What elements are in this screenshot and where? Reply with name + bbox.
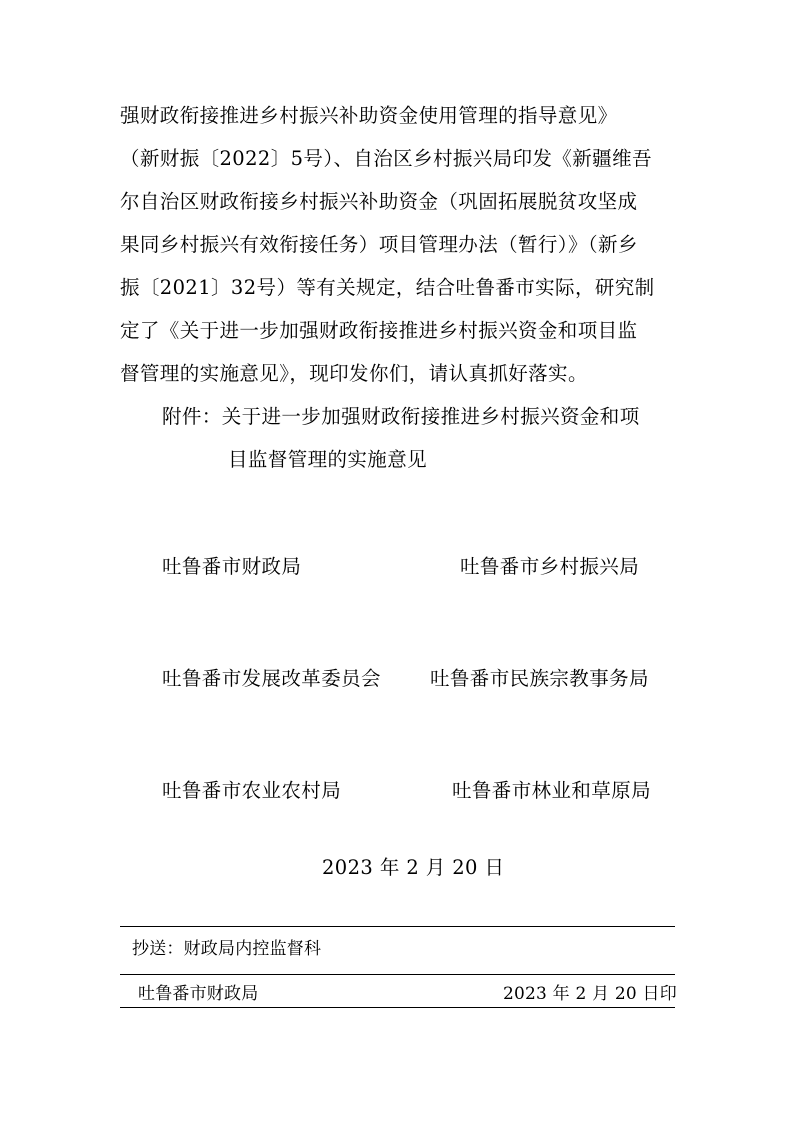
signatory-ethnic-religious-affairs-bureau: 吐鲁番市民族宗教事务局 <box>430 667 649 690</box>
attachment-line-1: 附件：关于进一步加强财政衔接推进乡村振兴资金和项 <box>162 405 640 428</box>
signatory-agriculture-rural-bureau: 吐鲁番市农业农村局 <box>162 779 342 802</box>
footer-rule-bottom <box>120 1007 675 1008</box>
body-line-5: 振〔2021〕32号）等有关规定，结合吐鲁番市实际，研究制 <box>120 276 655 299</box>
attachment-line-2: 目监督管理的实施意见 <box>228 448 428 471</box>
body-line-4: 果同乡村振兴有效衔接任务）项目管理办法（暂行）》（新乡 <box>120 233 638 256</box>
body-line-1: 强财政衔接推进乡村振兴补助资金使用管理的指导意见》 <box>120 104 618 127</box>
signatory-forestry-grassland-bureau: 吐鲁番市林业和草原局 <box>452 779 652 802</box>
body-line-3: 尔自治区财政衔接乡村振兴补助资金（巩固拓展脱贫攻坚成 <box>120 190 638 213</box>
body-line-7: 督管理的实施意见》，现印发你们，请认真抓好落实。 <box>120 362 588 385</box>
print-date: 2023 年 2 月 20 日印 <box>503 984 677 1004</box>
issuer-name: 吐鲁番市财政局 <box>138 984 259 1004</box>
signatory-rural-revitalization-bureau: 吐鲁番市乡村振兴局 <box>460 555 640 578</box>
cc-line: 抄送：财政局内控监督科 <box>132 939 322 959</box>
body-line-2: （新财振〔2022〕5号）、自治区乡村振兴局印发《新疆维吾 <box>120 147 652 170</box>
signatory-development-reform-commission: 吐鲁番市发展改革委员会 <box>162 667 381 690</box>
signatory-finance-bureau: 吐鲁番市财政局 <box>162 555 302 578</box>
body-line-6: 定了《关于进一步加强财政衔接推进乡村振兴资金和项目监 <box>120 319 638 342</box>
footer-rule-middle <box>120 974 675 975</box>
issue-date: 2023 年 2 月 20 日 <box>322 856 505 879</box>
footer-rule-top <box>120 926 675 927</box>
